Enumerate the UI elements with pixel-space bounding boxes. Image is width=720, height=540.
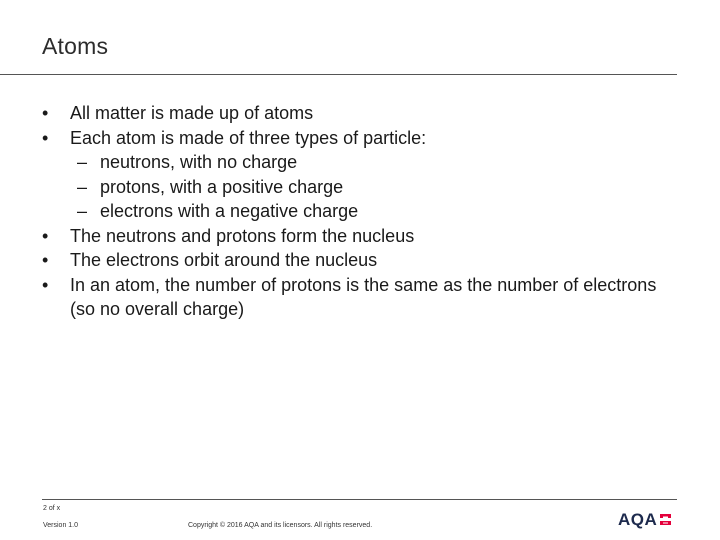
- version-label: Version 1.0: [43, 522, 79, 529]
- footer-divider: [42, 499, 677, 500]
- sub-bullet-item: [42, 175, 662, 200]
- sub-bullet-item: [42, 199, 662, 224]
- bullet-item: [42, 273, 662, 322]
- slide-title: Atoms: [42, 33, 109, 59]
- sub-bullet-text: electrons with a negative charge: [100, 201, 359, 221]
- bullet-list-continued: [42, 224, 662, 322]
- bullet-text: In an atom, the number of protons is the same as the number of electrons (so no overall charge): [70, 274, 657, 319]
- bullet-item: [42, 101, 662, 126]
- aqa-logo-mark-icon: [659, 512, 673, 528]
- bullet-text: The neutrons and protons form the nucleus: [70, 225, 415, 246]
- bullet-text: Each atom is made of three types of particle:: [70, 127, 427, 148]
- bullet-item: [42, 224, 662, 249]
- sub-bullet-marker: –: [77, 201, 88, 221]
- bullet-marker: •: [42, 103, 49, 123]
- bullet-marker: •: [42, 127, 49, 148]
- title-divider: [0, 74, 677, 75]
- sub-bullet-text: neutrons, with no charge: [100, 152, 298, 172]
- bullet-item: [42, 248, 662, 273]
- bullet-text: The electrons orbit around the nucleus: [70, 250, 378, 270]
- page-number: 2 of x: [43, 505, 61, 512]
- sub-bullet-item: [42, 150, 662, 175]
- logo-text: AQA: [618, 510, 658, 529]
- bullet-marker: •: [42, 274, 49, 295]
- sub-bullet-marker: –: [77, 152, 88, 172]
- copyright-notice: Copyright © 2016 AQA and its licensors. All rights reserved.: [188, 522, 373, 529]
- slide-content: [42, 101, 662, 322]
- aqa-logo: [618, 508, 673, 532]
- sub-bullet-text: protons, with a positive charge: [100, 176, 344, 197]
- bullet-marker: •: [42, 250, 49, 270]
- bullet-item: [42, 126, 662, 151]
- bullet-list: [42, 101, 662, 150]
- bullet-marker: •: [42, 225, 49, 246]
- sub-bullet-list: [42, 150, 662, 224]
- bullet-text: All matter is made up of atoms: [70, 103, 314, 123]
- sub-bullet-marker: –: [77, 176, 88, 197]
